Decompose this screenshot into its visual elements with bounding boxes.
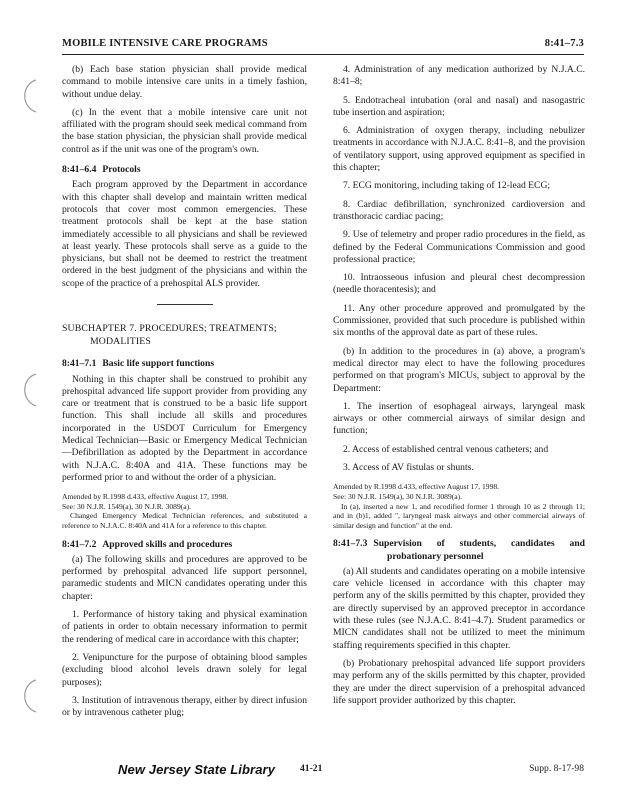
list-item: 4. Administration of any medication authorized by N.J.A.C. 8:41–8; — [333, 64, 585, 88]
amendment-note: See: 30 N.J.R. 1549(a), 30 N.J.R. 3089(a). — [62, 501, 192, 511]
list-item: 11. Any other procedure approved and promulgated by the Commissioner, provided that such procedure is published within six months of the approval date as part of these rules. — [333, 302, 585, 339]
subchapter-title-line2: MODALITIES — [90, 335, 151, 347]
amendment-note: In (a), inserted a new 1, and recodified former 1 through 10 as 2 through 11; and in (b)1, added ", laryngeal mask airways and other commercial airways of similar design and function" at the end. — [333, 501, 585, 530]
punch-hole-mark — [16, 370, 42, 410]
section-heading-7-2 — [62, 539, 307, 551]
list-item: 3. Access of AV fistulas or shunts. — [343, 462, 474, 474]
list-item: 8. Cardiac defibrillation, synchronized cardioversion and transthoracic cardiac pacing; — [333, 198, 585, 222]
section-heading-7-1 — [62, 358, 307, 370]
left-column — [62, 64, 307, 725]
amendment-note: Changed Emergency Medical Technician references, and substituted a reference to N.J.A.C. 8:40A and 41A for a reference to this chapter. — [62, 511, 307, 530]
list-item: 5. Endotracheal intubation (oral and nasal) and nasogastric tube insertion and aspiration; — [333, 94, 585, 118]
section-title: Supervision of students, candidates and probationary personnel — [373, 538, 585, 562]
section-number: 8:41–7.3 — [333, 538, 368, 550]
running-header — [62, 38, 584, 55]
subchapter-heading — [62, 323, 307, 348]
list-item: 2. Access of established central venous catheters; and — [343, 443, 549, 455]
list-item: 2. Venipuncture for the purpose of obtaining blood samples (excluding blood alcohol levels drawn solely for legal purposes); — [62, 651, 307, 688]
divider — [157, 304, 213, 305]
section-number: 8:41–7.2 — [62, 538, 97, 550]
punch-hole-mark — [16, 676, 42, 716]
section-heading-6-4 — [62, 164, 307, 176]
page-number: 41-21 — [300, 763, 323, 774]
section-number: 8:41–6.4 — [62, 164, 97, 176]
right-column — [333, 64, 585, 713]
paragraph-c: (c) In the event that a mobile intensive care unit not affiliated with the program should seek medical command from the base station physician, the physician shall provide medical control as if the unit was one of the program's own. — [62, 106, 307, 155]
paragraph-b: (b) Probationary prehospital advanced life support providers may perform any of the skills permitted by this chapter, provided they are under the direct supervision of a prehospital advanced life support provider authorized by this chapter. — [333, 657, 585, 706]
list-item: 7. ECG monitoring, including taking of 12-lead ECG; — [343, 180, 551, 192]
paragraph-a: (a) The following skills and procedures are approved to be performed by prehospital advanced life support personnel, paramedic students and MICN candidates operating under this chapter: — [62, 553, 307, 602]
supplement-date: Supp. 8-17-98 — [529, 763, 584, 774]
subchapter-title-line1: SUBCHAPTER 7. PROCEDURES; TREATMENTS; — [62, 323, 277, 335]
amendment-note: Amended by R.1998 d.433, effective August 17, 1998. — [62, 492, 229, 502]
section-body: Nothing in this chapter shall be construed to prohibit any prehospital advanced life support provider from providing any care or treatment that is construed to be a basic life support function. This shall include all skills and procedures incorporated in the USDOT Curriculum for Emergency Medical Technician—Basic or Emergency Medical Technician—Defibrillation as adopted by the Department in accordance with N.J.A.C. 8:40A and 41A. These functions may be performed prior to and without the order of a physician. — [62, 373, 307, 483]
header-section-number: 8:41–7.3 — [544, 38, 584, 49]
amendment-notes — [333, 482, 585, 530]
list-item: 10. Intraosseous infusion and pleural chest decompression (needle thoracentesis); and — [333, 272, 585, 296]
section-heading-7-3 — [333, 538, 585, 563]
amendment-notes — [62, 492, 307, 530]
section-number: 8:41–7.1 — [62, 358, 97, 370]
paragraph-a: (a) All students and candidates operating on a mobile intensive care vehicle licensed in accordance with this chapter may perform any of the skills permitted by this chapter, provided they are directly supervised by an approved preceptor in accordance with these rules (see N.J.A.C. 8:41–4.7). Student paramedics or MICN candidates shall not be utilized to meet the minimum staffing requirements specified in this chapter. — [333, 565, 585, 651]
section-title: Basic life support functions — [102, 358, 215, 370]
section-title: Approved skills and procedures — [102, 538, 233, 550]
section-title: Protocols — [102, 164, 141, 176]
list-item: 1. The insertion of esophageal airways, laryngeal mask airways or other commercial airways of similar design and function; — [333, 400, 585, 437]
amendment-note: See: 30 N.J.R. 1549(a), 30 N.J.R. 3089(a). — [333, 491, 463, 501]
paragraph-b: (b) In addition to the procedures in (a) above, a program's medical director may elect to have the following procedures performed on that program's MICUs, subject to approval by the Department: — [333, 345, 585, 394]
list-item: 6. Administration of oxygen therapy, including nebulizer treatments in accordance with N.J.A.C. 8:41–8, and the provision of ventilatory support, using approved equipment as specified in this chapter; — [333, 125, 585, 174]
section-body: Each program approved by the Department in accordance with this chapter shall develop and maintain written medical protocols that cover most common emergencies. These treatment protocols shall be kept at the base station immediately accessible to all physicians and shall be reviewed at least yearly. These protocols shall serve as a guide to the physicians, but shall not be deemed to restrict the treatment ordered in the best judgment of the physicians and within the scope of the practice of a prehospital ALS provider. — [62, 179, 307, 289]
amendment-note: Amended by R.1998 d.433, effective August 17, 1998. — [333, 482, 500, 492]
page-footer — [0, 760, 618, 780]
library-stamp: New Jersey State Library — [118, 762, 276, 777]
list-item: 3. Institution of intravenous therapy, either by direct infusion or by intravenous catheter plug; — [62, 694, 307, 719]
header-title: MOBILE INTENSIVE CARE PROGRAMS — [62, 38, 268, 49]
punch-hole-mark — [16, 76, 42, 116]
paragraph-b: (b) Each base station physician shall provide medical command to mobile intensive care units in a timely fashion, without undue delay. — [62, 64, 307, 100]
list-item: 1. Performance of history taking and physical examination of patients in order to obtain necessary information to permit the rendering of medical care in accordance with this chapter; — [62, 609, 307, 645]
list-item: 9. Use of telemetry and proper radio procedures in the field, as defined by the Federal Communications Commission and good professional practice; — [333, 229, 585, 265]
